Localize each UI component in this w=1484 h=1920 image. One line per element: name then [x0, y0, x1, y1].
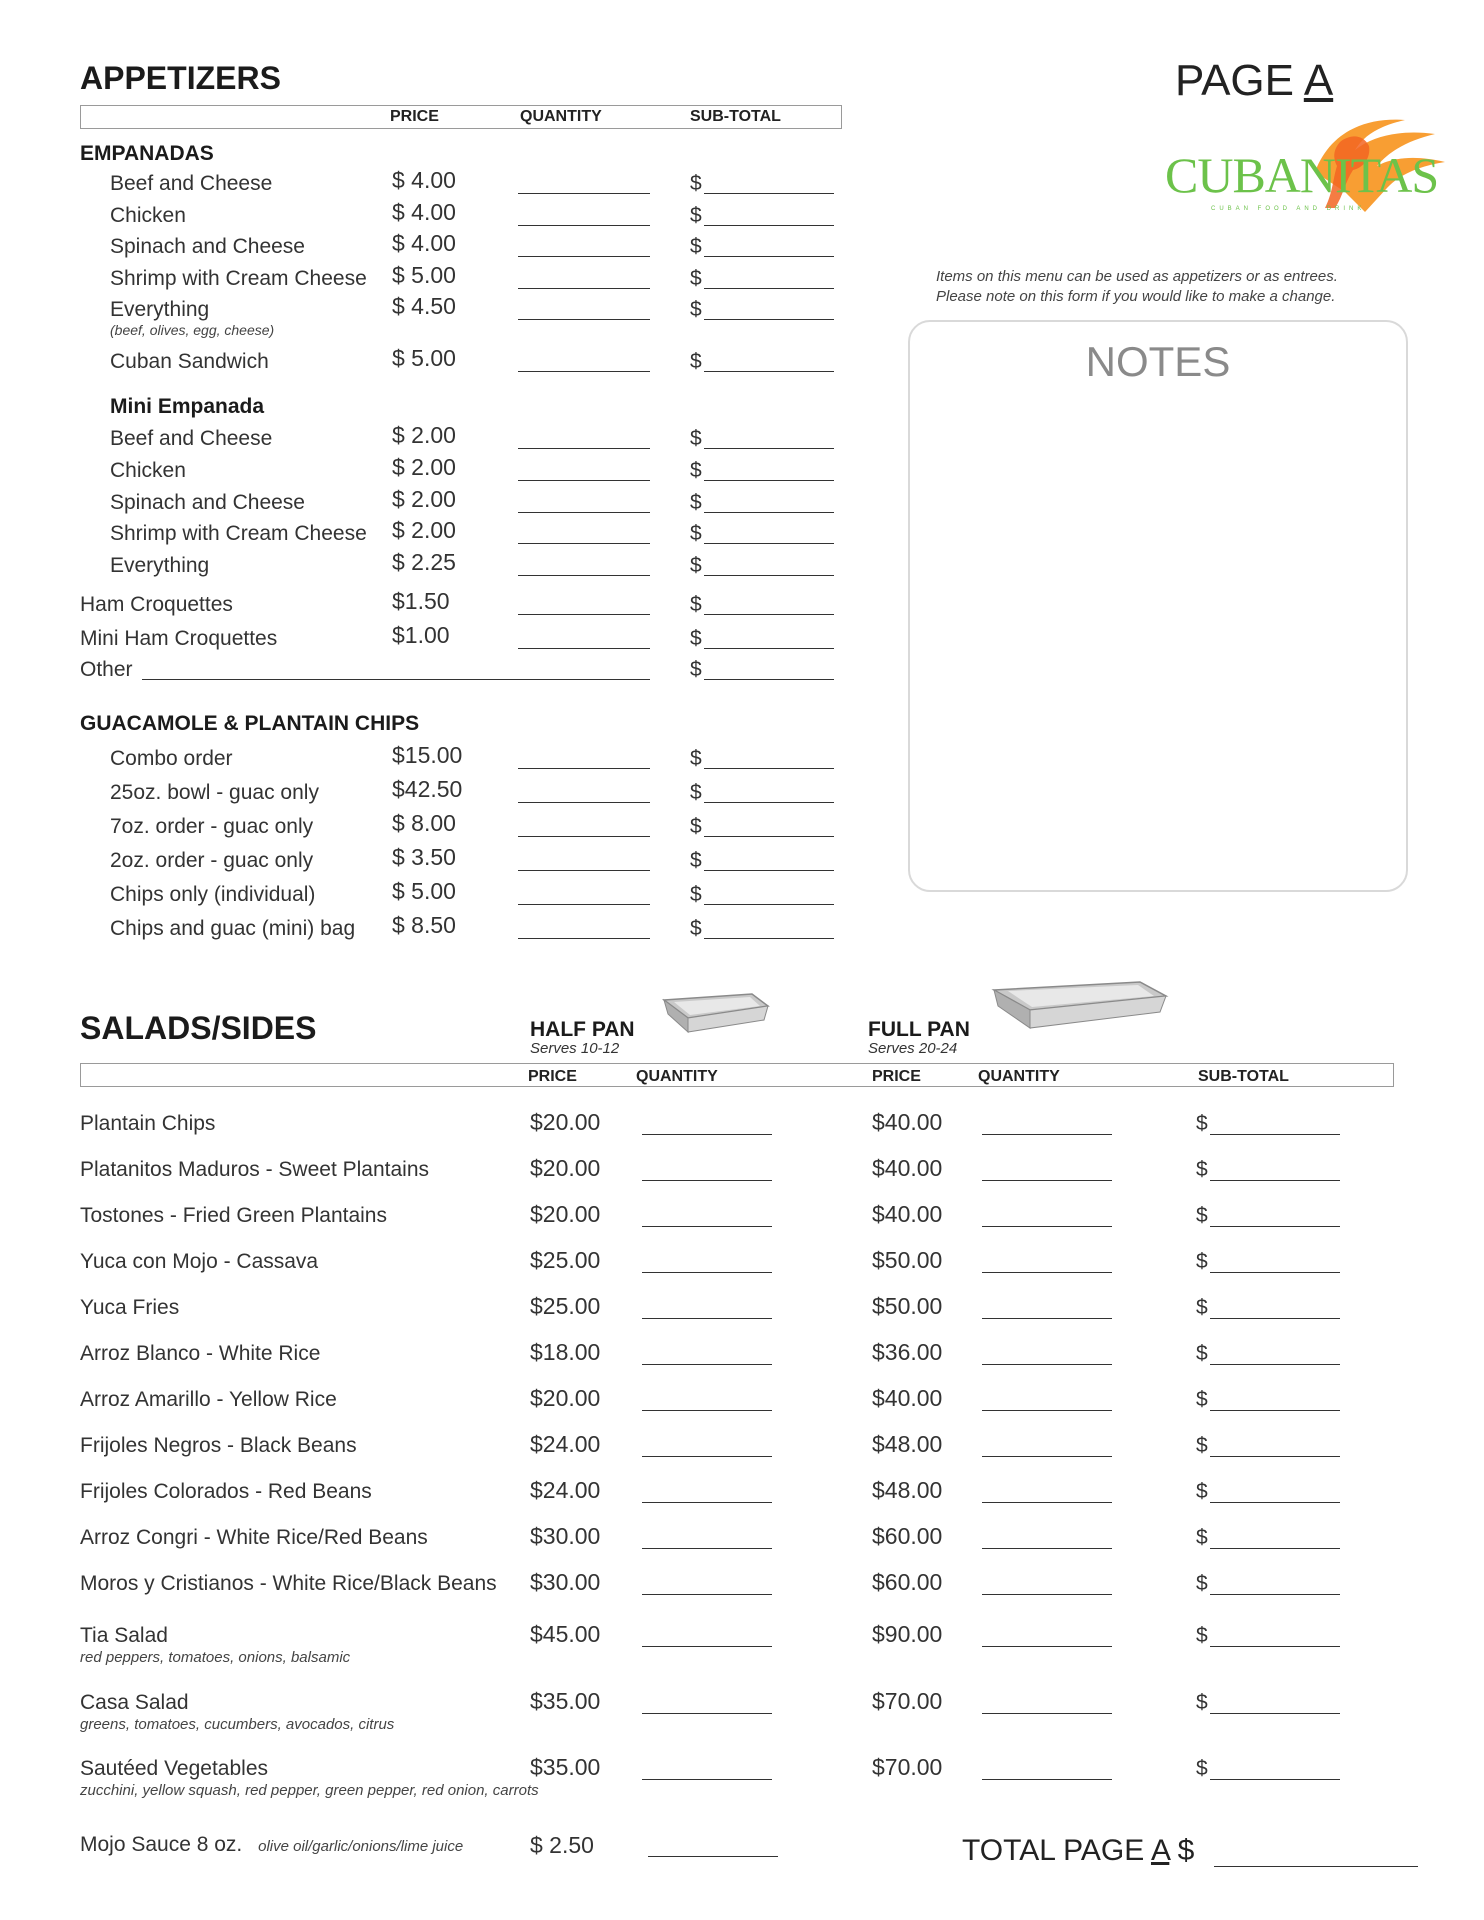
menu-item-name: Chicken [110, 204, 186, 227]
mojo-sauce-name: Mojo Sauce 8 oz. [80, 1833, 243, 1856]
side-subtotal-dollar: $ [1196, 1204, 1208, 1227]
subtotal-input-line[interactable] [704, 193, 834, 194]
half-pan-price: $25.00 [530, 1293, 601, 1319]
side-subtotal-line[interactable] [1210, 1134, 1340, 1135]
side-subtotal-line[interactable] [1210, 1364, 1340, 1365]
empanadas-heading: EMPANADAS [80, 142, 214, 165]
side-item-name: Tostones - Fried Green Plantains [80, 1204, 387, 1227]
subtotal-dollar: $ [690, 267, 702, 290]
full-pan-price: $50.00 [872, 1293, 943, 1319]
salads-title: SALADS/SIDES [80, 1010, 317, 1046]
full-pan-quantity-line[interactable] [982, 1548, 1112, 1549]
subtotal-column-label: SUB-TOTAL [690, 108, 781, 125]
other-subtotal-dollar: $ [690, 658, 702, 681]
half-pan-price: $20.00 [530, 1385, 601, 1411]
side-subtotal-dollar: $ [1196, 1158, 1208, 1181]
menu-item-name: 7oz. order - guac only [110, 815, 314, 838]
subtotal-input-line[interactable] [704, 904, 834, 905]
notes-box[interactable] [908, 320, 1408, 892]
side-subtotal-dollar: $ [1196, 1342, 1208, 1365]
menu-item-price: $15.00 [392, 742, 463, 768]
subtotal-dollar: $ [690, 172, 702, 195]
side-item-name: Tia Salad [80, 1624, 168, 1647]
half-price-column-label: PRICE [528, 1068, 577, 1085]
menu-item-name: Chips and guac (mini) bag [110, 917, 356, 940]
quantity-input-line[interactable] [518, 448, 650, 449]
half-pan-price: $35.00 [530, 1688, 601, 1714]
full-pan-serves: Serves 20-24 [868, 1040, 958, 1057]
full-pan-price: $90.00 [872, 1621, 943, 1647]
logo-text: CUBANITAS [1165, 147, 1439, 203]
menu-item-price: $ 4.00 [392, 230, 456, 256]
total-letter: A [1150, 1834, 1170, 1867]
quantity-input-line[interactable] [518, 904, 650, 905]
total-page-a [962, 1834, 1194, 1868]
half-pan-price: $20.00 [530, 1155, 601, 1181]
subtotal-dollar: $ [690, 883, 702, 906]
full-pan-price: $40.00 [872, 1109, 943, 1135]
menu-item-name: Everything [110, 298, 210, 321]
page-indicator [1175, 56, 1333, 106]
menu-item-price: $ 3.50 [392, 844, 456, 870]
side-subtotal-line[interactable] [1210, 1410, 1340, 1411]
full-pan-price: $36.00 [872, 1339, 943, 1365]
half-pan-price: $20.00 [530, 1109, 601, 1135]
subtotal-input-line[interactable] [704, 614, 834, 615]
menu-item-price: $ 5.00 [392, 345, 456, 371]
side-subtotal-dollar: $ [1196, 1691, 1208, 1714]
subtotal-input-line[interactable] [704, 288, 834, 289]
half-pan-quantity-line[interactable] [642, 1410, 772, 1411]
side-subtotal-dollar: $ [1196, 1388, 1208, 1411]
side-item-name: Moros y Cristianos - White Rice/Black Beans [80, 1572, 497, 1595]
side-subtotal-dollar: $ [1196, 1250, 1208, 1273]
menu-note-line-1: Items on this menu can be used as appetizers or as entrees. [936, 268, 1338, 285]
mini-empanada-heading: Mini Empanada [110, 395, 265, 418]
subtotal-input-line[interactable] [704, 256, 834, 257]
side-subtotal-dollar: $ [1196, 1624, 1208, 1647]
menu-item-name: Beef and Cheese [110, 427, 273, 450]
half-pan-quantity-line[interactable] [642, 1180, 772, 1181]
subtotal-dollar: $ [690, 235, 702, 258]
quantity-input-line[interactable] [518, 938, 650, 939]
side-subtotal-dollar: $ [1196, 1296, 1208, 1319]
half-pan-quantity-line[interactable] [642, 1779, 772, 1780]
subtotal-input-line[interactable] [704, 870, 834, 871]
quantity-input-line[interactable] [518, 371, 650, 372]
half-pan-price: $35.00 [530, 1754, 601, 1780]
side-subtotal-dollar: $ [1196, 1757, 1208, 1780]
menu-item-price: $ 5.00 [392, 262, 456, 288]
side-item-note: red peppers, tomatoes, onions, balsamic [80, 1649, 351, 1666]
subtotal-input-line[interactable] [704, 836, 834, 837]
full-pan-quantity-line[interactable] [982, 1226, 1112, 1227]
menu-item-price: $ 2.00 [392, 486, 456, 512]
half-pan-label: HALF PAN [530, 1018, 635, 1041]
subtotal-input-line[interactable] [704, 575, 834, 576]
subtotal-input-line[interactable] [704, 768, 834, 769]
side-item-name: Frijoles Negros - Black Beans [80, 1434, 357, 1457]
side-subtotal-line[interactable] [1210, 1594, 1340, 1595]
full-pan-quantity-line[interactable] [982, 1779, 1112, 1780]
other-subtotal-line[interactable] [704, 679, 834, 680]
menu-item-price: $ 2.00 [392, 517, 456, 543]
full-pan-price: $40.00 [872, 1385, 943, 1411]
menu-item-price: $ 2.00 [392, 422, 456, 448]
half-pan-quantity-line[interactable] [642, 1502, 772, 1503]
side-subtotal-line[interactable] [1210, 1272, 1340, 1273]
quantity-input-line[interactable] [518, 193, 650, 194]
salads-subtotal-column-label: SUB-TOTAL [1198, 1068, 1289, 1085]
half-pan-tray-icon [660, 988, 772, 1038]
full-pan-quantity-line[interactable] [982, 1318, 1112, 1319]
menu-item-price: $ 4.50 [392, 293, 456, 319]
menu-item-name: Shrimp with Cream Cheese [110, 522, 367, 545]
subtotal-dollar: $ [690, 917, 702, 940]
full-pan-price: $40.00 [872, 1155, 943, 1181]
full-pan-quantity-line[interactable] [982, 1410, 1112, 1411]
side-subtotal-dollar: $ [1196, 1112, 1208, 1135]
side-subtotal-line[interactable] [1210, 1318, 1340, 1319]
half-pan-quantity-line[interactable] [642, 1713, 772, 1714]
total-dollar: $ [1177, 1834, 1195, 1867]
full-pan-quantity-line[interactable] [982, 1713, 1112, 1714]
mojo-sauce-quantity-line[interactable] [648, 1856, 778, 1857]
total-label: TOTAL PAGE [962, 1834, 1145, 1867]
quantity-input-line[interactable] [518, 768, 650, 769]
menu-item-price: $ 8.00 [392, 810, 456, 836]
mojo-sauce-row [80, 1833, 463, 1857]
menu-item-name: Combo order [110, 747, 233, 770]
menu-item-name: Chips only (individual) [110, 883, 316, 906]
half-pan-price: $30.00 [530, 1569, 601, 1595]
side-item-note: greens, tomatoes, cucumbers, avocados, citrus [80, 1716, 395, 1733]
subtotal-dollar: $ [690, 781, 702, 804]
subtotal-dollar: $ [690, 815, 702, 838]
side-subtotal-dollar: $ [1196, 1434, 1208, 1457]
subtotal-input-line[interactable] [704, 648, 834, 649]
quantity-input-line[interactable] [518, 614, 650, 615]
subtotal-dollar: $ [690, 427, 702, 450]
other-input-line[interactable] [142, 679, 650, 680]
subtotal-input-line[interactable] [704, 480, 834, 481]
side-item-name: Platanitos Maduros - Sweet Plantains [80, 1158, 430, 1181]
side-subtotal-dollar: $ [1196, 1572, 1208, 1595]
half-pan-price: $20.00 [530, 1201, 601, 1227]
half-pan-quantity-line[interactable] [642, 1646, 772, 1647]
side-subtotal-line[interactable] [1210, 1713, 1340, 1714]
quantity-input-line[interactable] [518, 575, 650, 576]
menu-item-name: Chicken [110, 459, 186, 482]
half-pan-price: $30.00 [530, 1523, 601, 1549]
menu-item-name: Ham Croquettes [80, 593, 233, 616]
quantity-input-line[interactable] [518, 225, 650, 226]
menu-item-note: (beef, olives, egg, cheese) [110, 322, 275, 338]
menu-item-name: Spinach and Cheese [110, 235, 305, 258]
full-pan-price: $48.00 [872, 1477, 943, 1503]
quantity-input-line[interactable] [518, 802, 650, 803]
half-pan-quantity-line[interactable] [642, 1548, 772, 1549]
side-item-name: Plantain Chips [80, 1112, 216, 1135]
side-item-name: Arroz Amarillo - Yellow Rice [80, 1388, 337, 1411]
full-pan-price: $40.00 [872, 1201, 943, 1227]
subtotal-dollar: $ [690, 522, 702, 545]
other-label: Other [80, 658, 133, 681]
cubanitas-logo [1165, 112, 1455, 222]
subtotal-input-line[interactable] [704, 512, 834, 513]
side-item-name: Frijoles Colorados - Red Beans [80, 1480, 372, 1503]
price-column-label: PRICE [390, 108, 439, 125]
menu-item-name: Mini Ham Croquettes [80, 627, 278, 650]
quantity-input-line[interactable] [518, 648, 650, 649]
subtotal-dollar: $ [690, 491, 702, 514]
quantity-input-line[interactable] [518, 319, 650, 320]
menu-item-name: 2oz. order - guac only [110, 849, 314, 872]
guac-heading: GUACAMOLE & PLANTAIN CHIPS [80, 712, 420, 735]
subtotal-dollar: $ [690, 849, 702, 872]
full-pan-quantity-line[interactable] [982, 1456, 1112, 1457]
full-pan-quantity-line[interactable] [982, 1502, 1112, 1503]
full-pan-quantity-line[interactable] [982, 1180, 1112, 1181]
mojo-sauce-note: olive oil/garlic/onions/lime juice [258, 1838, 464, 1855]
subtotal-input-line[interactable] [704, 938, 834, 939]
quantity-column-label: QUANTITY [520, 108, 602, 125]
half-pan-price: $18.00 [530, 1339, 601, 1365]
quantity-input-line[interactable] [518, 288, 650, 289]
half-pan-quantity-line[interactable] [642, 1272, 772, 1273]
full-pan-tray-icon [990, 976, 1170, 1034]
half-quantity-column-label: QUANTITY [636, 1068, 718, 1085]
full-pan-price: $70.00 [872, 1754, 943, 1780]
menu-item-name: Cuban Sandwich [110, 350, 269, 373]
menu-note-line-2: Please note on this form if you would like to make a change. [936, 288, 1336, 305]
side-subtotal-line[interactable] [1210, 1226, 1340, 1227]
half-pan-quantity-line[interactable] [642, 1226, 772, 1227]
subtotal-dollar: $ [690, 350, 702, 373]
menu-item-price: $1.50 [392, 588, 450, 614]
side-item-name: Sautéed Vegetables [80, 1757, 268, 1780]
menu-item-name: Spinach and Cheese [110, 491, 305, 514]
half-pan-quantity-line[interactable] [642, 1134, 772, 1135]
half-pan-quantity-line[interactable] [642, 1364, 772, 1365]
full-pan-price: $60.00 [872, 1569, 943, 1595]
page-label: PAGE [1175, 56, 1295, 105]
subtotal-input-line[interactable] [704, 448, 834, 449]
menu-item-price: $ 5.00 [392, 878, 456, 904]
full-pan-quantity-line[interactable] [982, 1594, 1112, 1595]
side-subtotal-line[interactable] [1210, 1502, 1340, 1503]
side-subtotal-line[interactable] [1210, 1180, 1340, 1181]
subtotal-input-line[interactable] [704, 319, 834, 320]
subtotal-input-line[interactable] [704, 371, 834, 372]
menu-item-price: $ 8.50 [392, 912, 456, 938]
appetizers-title: APPETIZERS [80, 60, 281, 96]
side-item-name: Yuca Fries [80, 1296, 180, 1319]
half-pan-price: $24.00 [530, 1477, 601, 1503]
half-pan-price: $24.00 [530, 1431, 601, 1457]
full-price-column-label: PRICE [872, 1068, 921, 1085]
salads-column-header [80, 1063, 1394, 1087]
half-pan-serves: Serves 10-12 [530, 1040, 620, 1057]
full-quantity-column-label: QUANTITY [978, 1068, 1060, 1085]
menu-item-name: Everything [110, 554, 210, 577]
half-pan-quantity-line[interactable] [642, 1318, 772, 1319]
side-subtotal-line[interactable] [1210, 1456, 1340, 1457]
half-pan-quantity-line[interactable] [642, 1456, 772, 1457]
menu-item-price: $42.50 [392, 776, 463, 802]
subtotal-dollar: $ [690, 459, 702, 482]
menu-item-price: $1.00 [392, 622, 450, 648]
menu-item-name: 25oz. bowl - guac only [110, 781, 319, 804]
subtotal-input-line[interactable] [704, 225, 834, 226]
quantity-input-line[interactable] [518, 256, 650, 257]
full-pan-price: $60.00 [872, 1523, 943, 1549]
full-pan-price: $50.00 [872, 1247, 943, 1273]
menu-item-price: $ 2.00 [392, 454, 456, 480]
quantity-input-line[interactable] [518, 870, 650, 871]
side-item-name: Arroz Congri - White Rice/Red Beans [80, 1526, 428, 1549]
quantity-input-line[interactable] [518, 543, 650, 544]
subtotal-dollar: $ [690, 204, 702, 227]
side-item-name: Casa Salad [80, 1691, 189, 1714]
full-pan-price: $70.00 [872, 1688, 943, 1714]
side-subtotal-dollar: $ [1196, 1526, 1208, 1549]
full-pan-label: FULL PAN [868, 1018, 970, 1041]
side-subtotal-line[interactable] [1210, 1548, 1340, 1549]
half-pan-quantity-line[interactable] [642, 1594, 772, 1595]
subtotal-dollar: $ [690, 627, 702, 650]
subtotal-dollar: $ [690, 593, 702, 616]
subtotal-dollar: $ [690, 554, 702, 577]
subtotal-input-line[interactable] [704, 543, 834, 544]
menu-item-price: $ 2.25 [392, 549, 456, 575]
side-item-name: Arroz Blanco - White Rice [80, 1342, 321, 1365]
half-pan-price: $25.00 [530, 1247, 601, 1273]
full-pan-quantity-line[interactable] [982, 1272, 1112, 1273]
full-pan-quantity-line[interactable] [982, 1134, 1112, 1135]
subtotal-dollar: $ [690, 747, 702, 770]
page-letter: A [1303, 56, 1334, 105]
notes-title: NOTES [1085, 338, 1231, 385]
quantity-input-line[interactable] [518, 480, 650, 481]
side-subtotal-line[interactable] [1210, 1646, 1340, 1647]
full-pan-price: $48.00 [872, 1431, 943, 1457]
full-pan-quantity-line[interactable] [982, 1364, 1112, 1365]
side-item-name: Yuca con Mojo - Cassava [80, 1250, 319, 1273]
mojo-sauce-price: $ 2.50 [530, 1832, 594, 1858]
side-subtotal-dollar: $ [1196, 1480, 1208, 1503]
side-subtotal-line[interactable] [1210, 1779, 1340, 1780]
menu-item-name: Beef and Cheese [110, 172, 273, 195]
subtotal-dollar: $ [690, 298, 702, 321]
half-pan-price: $45.00 [530, 1621, 601, 1647]
logo-tagline: CUBAN FOOD AND DRINK [1211, 206, 1366, 212]
quantity-input-line[interactable] [518, 836, 650, 837]
menu-item-price: $ 4.00 [392, 199, 456, 225]
subtotal-input-line[interactable] [704, 802, 834, 803]
quantity-input-line[interactable] [518, 512, 650, 513]
side-item-note: zucchini, yellow squash, red pepper, green pepper, red onion, carrots [80, 1782, 539, 1799]
menu-item-name: Shrimp with Cream Cheese [110, 267, 367, 290]
full-pan-quantity-line[interactable] [982, 1646, 1112, 1647]
menu-item-price: $ 4.00 [392, 167, 456, 193]
total-amount-line[interactable] [1214, 1866, 1418, 1867]
